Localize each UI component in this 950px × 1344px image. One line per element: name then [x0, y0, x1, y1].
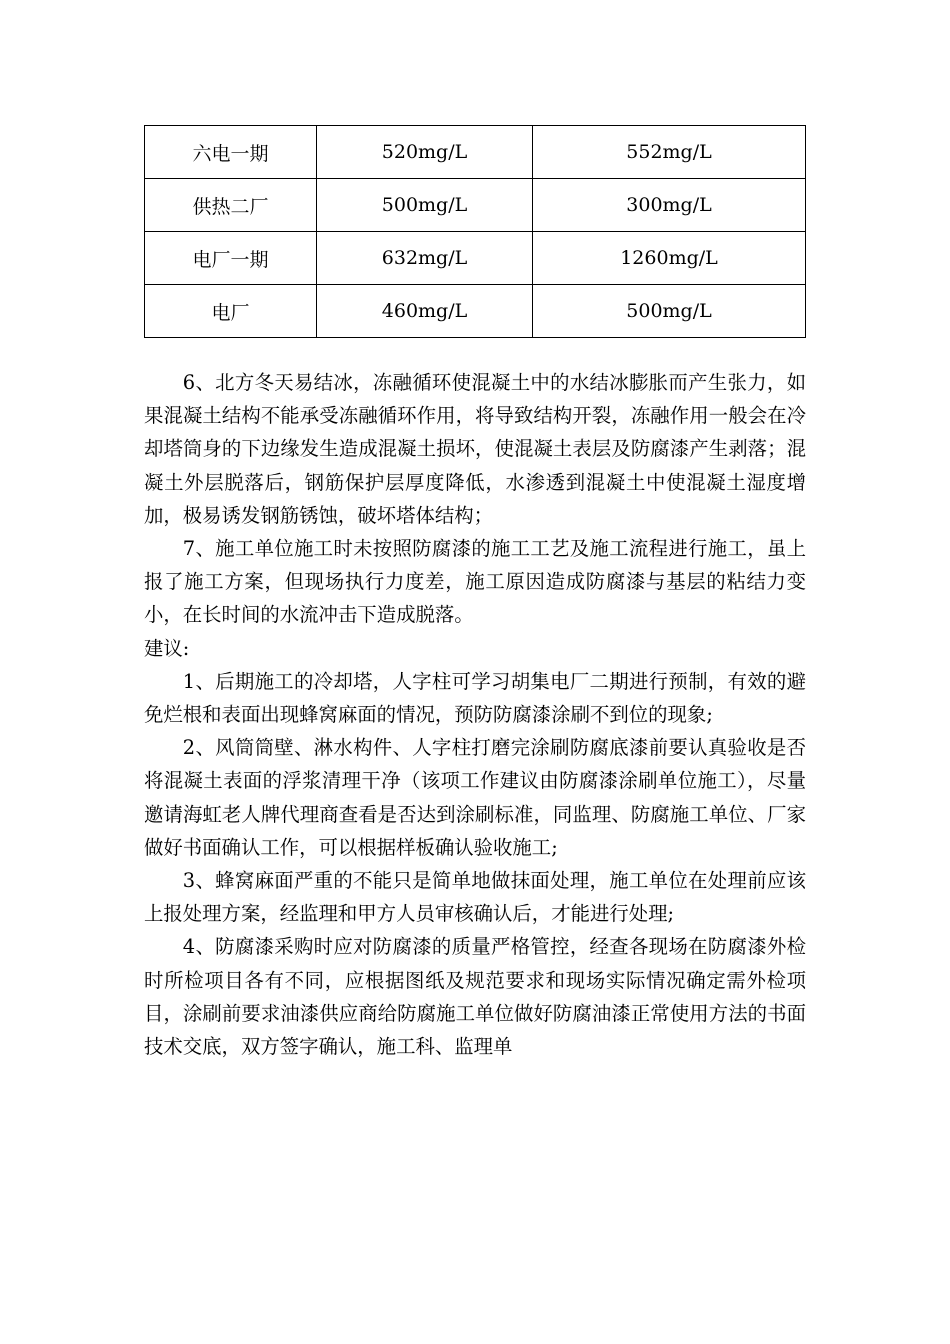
table-row [145, 232, 806, 285]
table-cell-name: 电厂 [145, 285, 317, 338]
paragraph-item-6: 6、北方冬天易结冰，冻融循环使混凝土中的水结冰膨胀而产生张力，如果混凝土结构不能承受冻融循环作用，将导致结构开裂，冻融作用一般会在冷却塔筒身的下边缘发生造成混凝土损坏，使混凝土表层及防腐漆产生剥落；混凝土外层脱落后，钢筋保护层厚度降低，水渗透到混凝土中使混凝土湿度增加，极易诱发钢筋锈蚀，破坏塔体结构； [144, 371, 806, 527]
suggestion-item-2: 2、风筒筒壁、淋水构件、人字柱打磨完涂刷防腐底漆前要认真验收是否将混凝土表面的浮浆清理干净（该项工作建议由防腐漆涂刷单位施工），尽量邀请海虹老人牌代理商查看是否达到涂刷标准，同监理、防腐施工单位、厂家做好书面确认工作，可以根据样板确认验收施工; [144, 736, 806, 859]
table-cell-name: 六电一期 [145, 126, 317, 179]
suggestion-heading: 建议: [144, 636, 190, 660]
table-cell-value: 1260mg/L [533, 232, 806, 285]
table-cell-value: 500mg/L [533, 285, 806, 338]
table-cell-name: 供热二厂 [145, 179, 317, 232]
suggestion-item-4: 4、防腐漆采购时应对防腐漆的质量严格管控，经查各现场在防腐漆外检时所检项目各有不同，应根据图纸及规范要求和现场实际情况确定需外检项目，涂刷前要求油漆供应商给防腐施工单位做好防腐油漆正常使用方法的书面技术交底，双方签字确认，施工科、监理单 [144, 935, 806, 1059]
table-cell-value: 552mg/L [533, 126, 806, 179]
data-table [144, 125, 806, 338]
table-row [145, 126, 806, 179]
paragraph-item-7: 7、施工单位施工时未按照防腐漆的施工工艺及施工流程进行施工，虽上报了施工方案，但现场执行力度差，施工原因造成防腐漆与基层的粘结力变小，在长时间的水流冲击下造成脱落。 [144, 537, 806, 627]
table-cell-value: 632mg/L [317, 232, 533, 285]
table-cell-value: 500mg/L [317, 179, 533, 232]
body-text [144, 366, 806, 1063]
table-cell-name: 电厂一期 [145, 232, 317, 285]
suggestion-item-1: 1、后期施工的冷却塔，人字柱可学习胡集电厂二期进行预制，有效的避免烂根和表面出现蜂窝麻面的情况，预防防腐漆涂刷不到位的现象; [144, 669, 806, 727]
table-cell-value: 460mg/L [317, 285, 533, 338]
table-cell-value: 300mg/L [533, 179, 806, 232]
suggestion-item-3: 3、蜂窝麻面严重的不能只是简单地做抹面处理，施工单位在处理前应该上报处理方案，经监理和甲方人员审核确认后，才能进行处理; [144, 869, 806, 926]
table-cell-value: 520mg/L [317, 126, 533, 179]
table-row [145, 285, 806, 338]
table-row [145, 179, 806, 232]
